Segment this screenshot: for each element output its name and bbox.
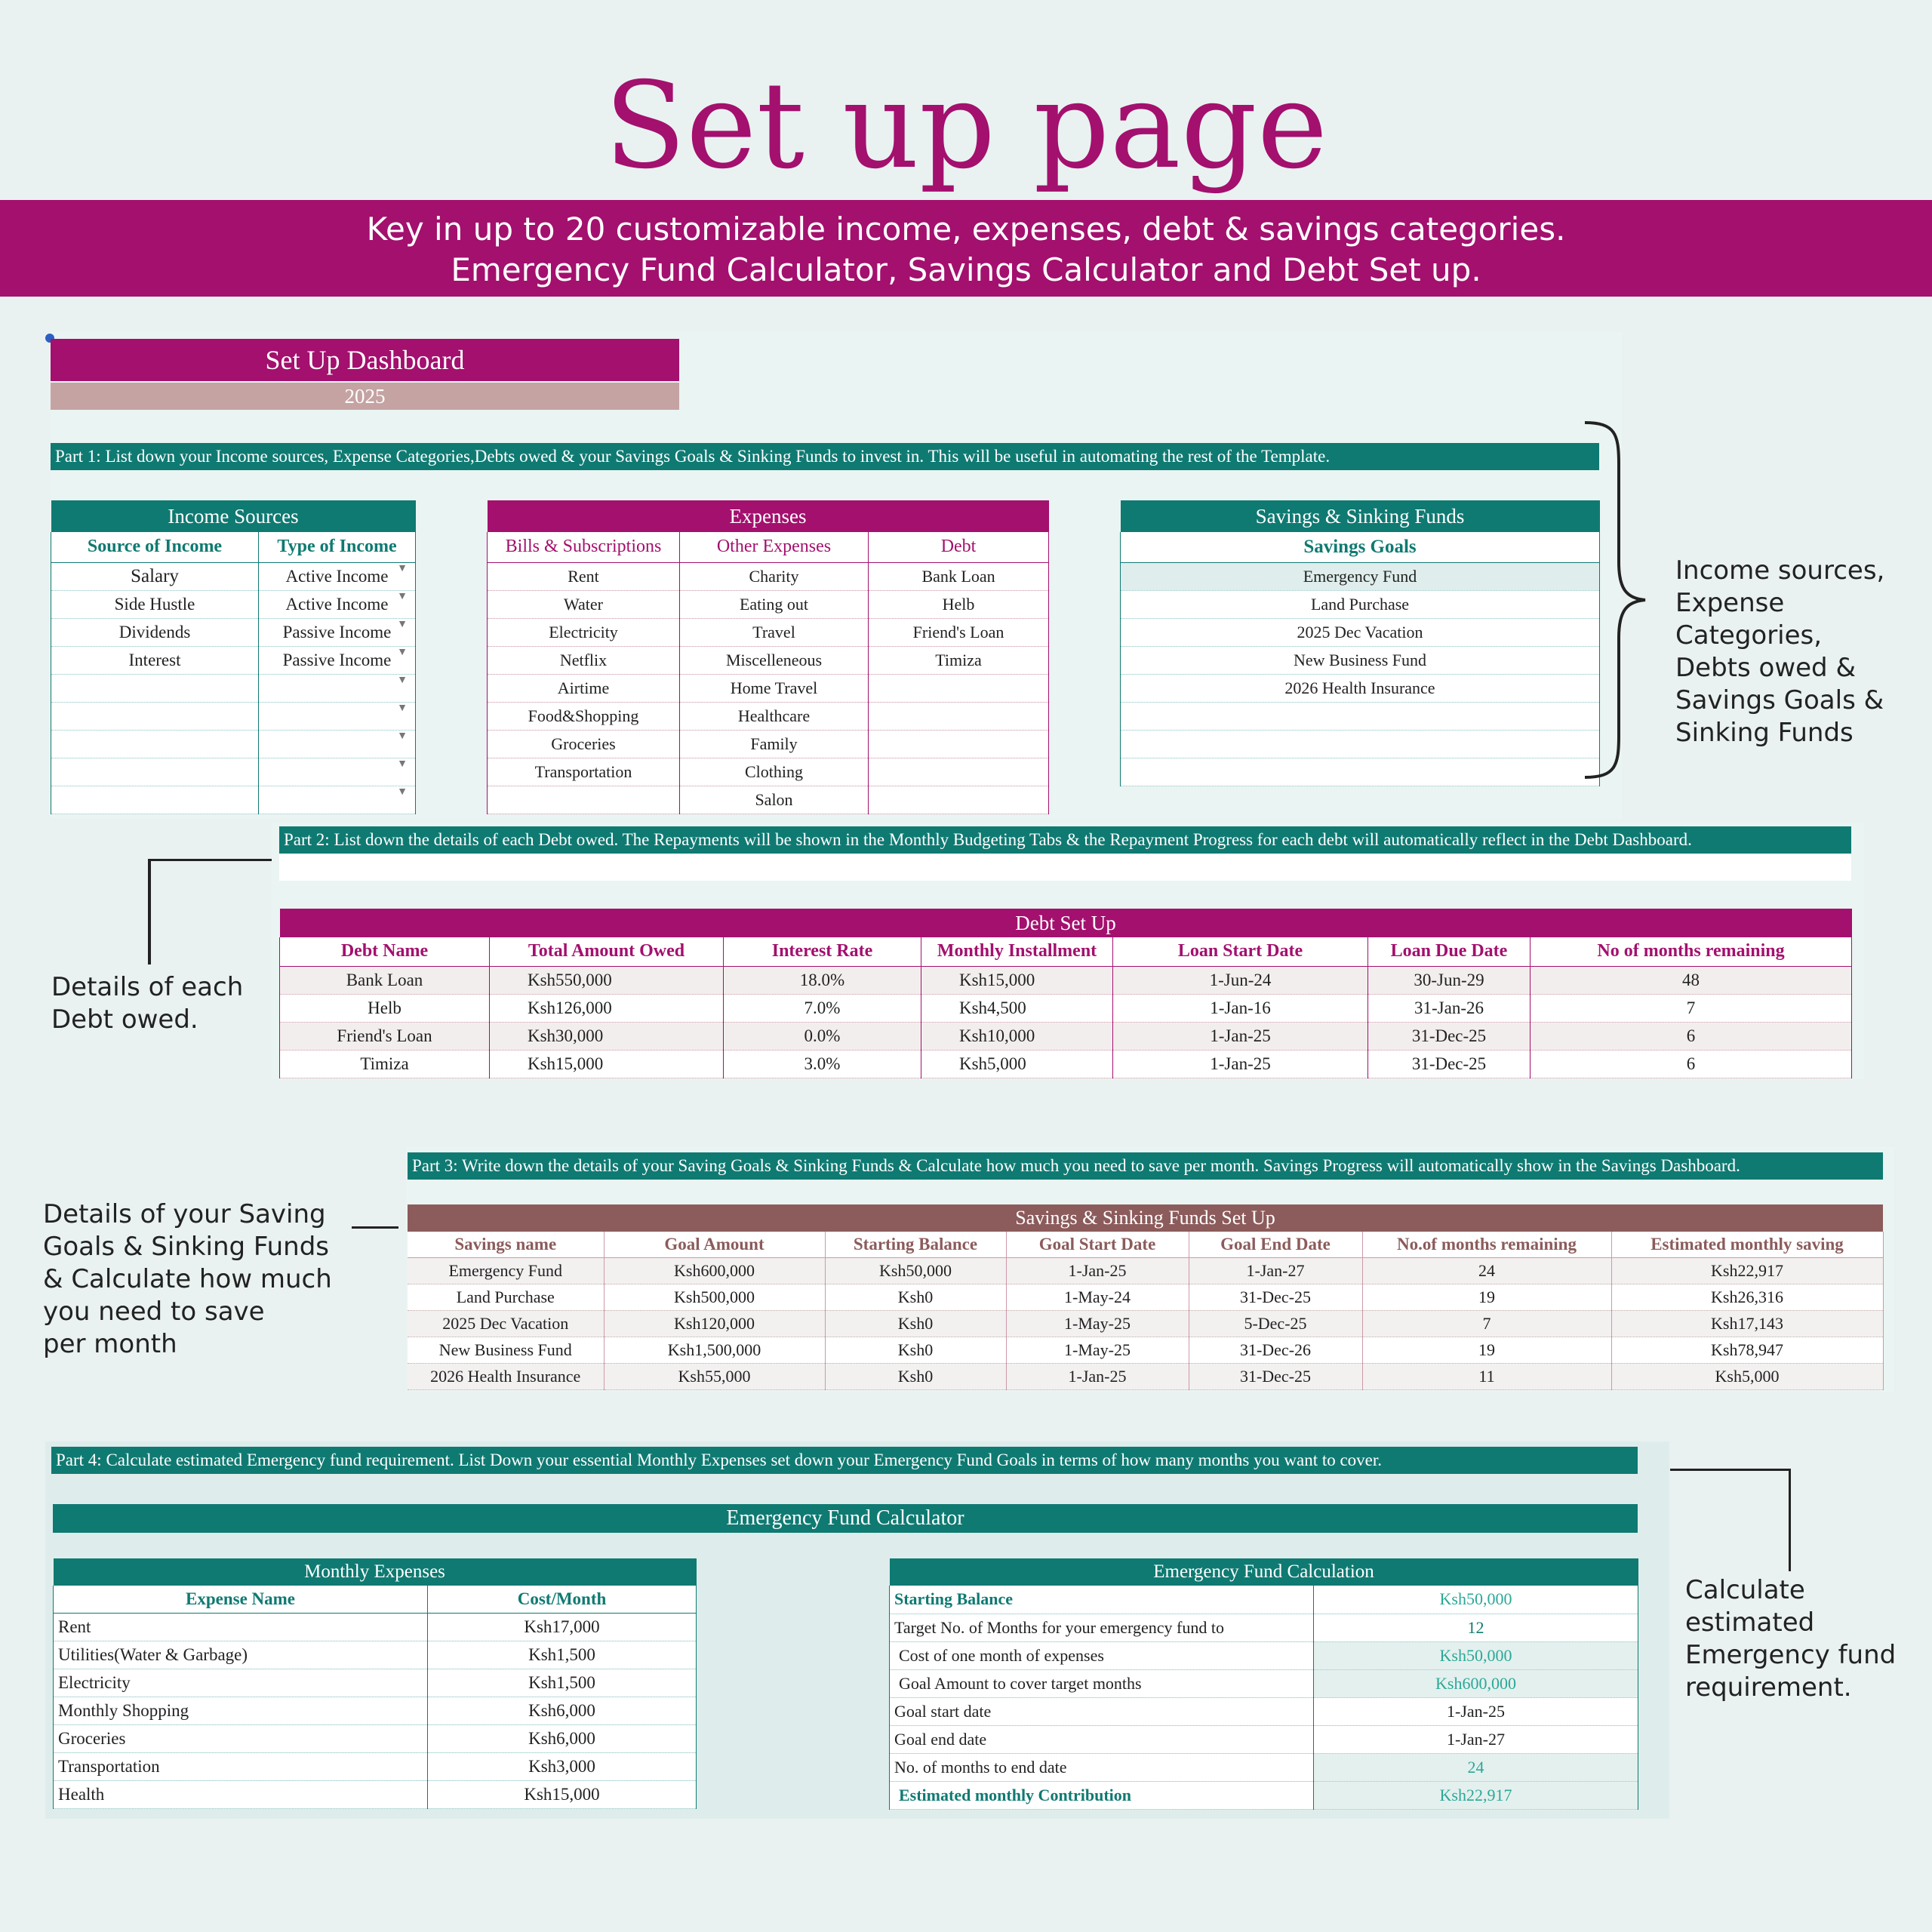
debt-cell[interactable]: 0.0% (724, 1022, 921, 1050)
expenses-row (488, 702, 1049, 730)
debt-header-cell: Total Amount Owed (490, 937, 724, 966)
savings-cell[interactable]: Ksh0 (825, 1284, 1006, 1310)
income-row (51, 758, 416, 786)
debt-setup-title: Debt Set Up (280, 909, 1852, 937)
expenses-col-debt: Debt (869, 532, 1049, 562)
debt-cell[interactable]: 1-Jun-24 (1113, 966, 1368, 994)
expenses-title: Expenses (488, 500, 1049, 532)
dropdown-arrow-icon[interactable]: ▼ (397, 562, 408, 574)
income-type-value: Active Income (285, 566, 389, 586)
savings-cell[interactable]: 1-Jan-25 (1006, 1257, 1189, 1284)
note2-line: Debt owed. (51, 1004, 198, 1035)
ef-calc-row (890, 1697, 1638, 1725)
debt-setup-table (279, 909, 1852, 1078)
monthly-expense-row (54, 1724, 697, 1752)
income-type-value: Active Income (285, 594, 389, 614)
savings-cell[interactable]: Ksh55,000 (604, 1363, 825, 1389)
ef-calc-row (890, 1641, 1638, 1669)
ef-calc-value[interactable]: 1-Jan-27 (1314, 1725, 1638, 1753)
expense-debt-cell[interactable]: Helb (869, 590, 1049, 618)
monthly-col-cost: Cost/Month (428, 1586, 697, 1613)
dropdown-arrow-icon[interactable]: ▼ (397, 590, 408, 602)
savings-setup-table (408, 1204, 1884, 1390)
income-row (51, 646, 416, 674)
ef-calc-value[interactable]: Ksh600,000 (1314, 1669, 1638, 1697)
income-type-dropdown[interactable] (259, 590, 416, 618)
savings-goal-cell[interactable]: 2025 Dec Vacation (1121, 618, 1600, 646)
savings-cell[interactable]: 1-May-25 (1006, 1310, 1189, 1337)
dropdown-arrow-icon[interactable]: ▼ (397, 730, 408, 742)
income-source-cell[interactable] (51, 758, 259, 786)
dashboard-title: Set Up Dashboard (51, 339, 679, 381)
monthly-expense-cost[interactable]: Ksh6,000 (428, 1724, 697, 1752)
monthly-expense-cost[interactable]: Ksh6,000 (428, 1697, 697, 1724)
savings-list-table (1120, 500, 1600, 786)
note4-line: estimated (1685, 1607, 1815, 1638)
note3-line: Goals & Sinking Funds (43, 1232, 330, 1262)
income-row (51, 590, 416, 618)
income-col-type: Type of Income (259, 532, 416, 562)
savings-row (408, 1363, 1883, 1389)
savings-row (408, 1337, 1883, 1363)
ef-calc-value[interactable]: 1-Jan-25 (1314, 1697, 1638, 1725)
debt-header-cell: Loan Due Date (1368, 937, 1531, 966)
expense-other-cell[interactable]: Eating out (680, 590, 869, 618)
savings-cell[interactable]: 31-Dec-25 (1189, 1363, 1362, 1389)
expenses-row (488, 674, 1049, 702)
ef-calc-row (890, 1586, 1638, 1614)
debt-cell[interactable]: Bank Loan (280, 966, 490, 994)
monthly-expense-name[interactable]: Rent (54, 1613, 428, 1641)
note1-line: Sinking Funds (1675, 718, 1854, 748)
income-row (51, 786, 416, 814)
monthly-expense-cost[interactable]: Ksh1,500 (428, 1641, 697, 1669)
expense-debt-cell[interactable] (869, 674, 1049, 702)
expense-bills-cell[interactable] (488, 786, 680, 814)
banner-line-1: Key in up to 20 customizable income, expenses, debt & savings categories. (366, 211, 1566, 248)
savings-list-sub: Savings Goals (1121, 532, 1600, 562)
expenses-col-bills: Bills & Subscriptions (488, 532, 680, 562)
connector-line (1789, 1469, 1791, 1571)
monthly-expense-cost[interactable]: Ksh17,000 (428, 1613, 697, 1641)
income-title: Income Sources (51, 500, 416, 532)
part2-instruction: Part 2: List down the details of each Debt owed. The Repayments will be shown in the Monthly Budgeting Tabs & the Repayment Progress for each debt will automatically reflect in the Debt Dashboard. (279, 826, 1851, 854)
expense-bills-cell[interactable]: Groceries (488, 730, 680, 758)
expenses-col-other: Other Expenses (680, 532, 869, 562)
dashboard-year: 2025 (51, 383, 679, 410)
note-part3 (43, 1198, 360, 1361)
income-type-dropdown[interactable] (259, 786, 416, 814)
monthly-expense-name[interactable]: Monthly Shopping (54, 1697, 428, 1724)
debt-cell[interactable]: 1-Jan-25 (1113, 1022, 1368, 1050)
expense-other-cell[interactable]: Home Travel (680, 674, 869, 702)
savings-setup-title: Savings & Sinking Funds Set Up (408, 1204, 1883, 1232)
expense-other-cell[interactable]: Clothing (680, 758, 869, 786)
expense-other-cell[interactable]: Miscelleneous (680, 646, 869, 674)
debt-cell[interactable]: Ksh550,000 (490, 966, 724, 994)
debt-row (280, 966, 1852, 994)
note-part1 (1675, 555, 1932, 749)
expense-other-cell[interactable]: Healthcare (680, 702, 869, 730)
expense-debt-cell[interactable]: Friend's Loan (869, 618, 1049, 646)
expenses-row (488, 730, 1049, 758)
dropdown-arrow-icon[interactable]: ▼ (397, 618, 408, 630)
part4-instruction: Part 4: Calculate estimated Emergency fund requirement. List Down your essential Monthly Expenses set down your Emergency Fund Goals in terms of how many months you want to cover. (51, 1447, 1638, 1474)
savings-cell[interactable]: Ksh1,500,000 (604, 1337, 825, 1363)
income-source-cell[interactable]: Dividends (51, 618, 259, 646)
savings-header-cell: Goal Start Date (1006, 1232, 1189, 1257)
part1-instruction: Part 1: List down your Income sources, Expense Categories,Debts owed & your Savings Goals & Sinking Funds to invest in. This will be useful in automating the rest of the Template. (51, 443, 1599, 470)
ef-calc-label: No. of months to end date (890, 1753, 1314, 1781)
debt-cell[interactable]: Ksh30,000 (490, 1022, 724, 1050)
expense-other-cell[interactable]: Salon (680, 786, 869, 814)
savings-cell[interactable]: Ksh120,000 (604, 1310, 825, 1337)
savings-cell[interactable]: Ksh0 (825, 1337, 1006, 1363)
expense-other-cell[interactable]: Charity (680, 562, 869, 590)
savings-cell[interactable]: 5-Dec-25 (1189, 1310, 1362, 1337)
debt-cell[interactable]: 1-Jan-25 (1113, 1050, 1368, 1078)
expense-bills-cell[interactable]: Water (488, 590, 680, 618)
savings-header-cell: Estimated monthly saving (1611, 1232, 1883, 1257)
expense-debt-cell[interactable] (869, 758, 1049, 786)
income-row (51, 674, 416, 702)
income-type-dropdown[interactable] (259, 758, 416, 786)
ef-calc-label: Goal start date (890, 1697, 1314, 1725)
savings-row (408, 1257, 1883, 1284)
page-title: Set up page (604, 57, 1328, 195)
savings-goal-cell[interactable]: Emergency Fund (1121, 562, 1600, 590)
debt-cell[interactable]: 7.0% (724, 994, 921, 1022)
connector-line (148, 859, 272, 861)
note3-line: Details of your Saving (43, 1199, 326, 1229)
expense-bills-cell[interactable]: Food&Shopping (488, 702, 680, 730)
dropdown-arrow-icon[interactable]: ▼ (397, 646, 408, 658)
debt-cell[interactable]: 3.0% (724, 1050, 921, 1078)
savings-cell[interactable]: Ksh17,143 (1611, 1310, 1883, 1337)
dropdown-arrow-icon[interactable]: ▼ (397, 786, 408, 798)
income-source-cell[interactable] (51, 730, 259, 758)
brace-icon (1581, 419, 1649, 781)
monthly-expense-row (54, 1669, 697, 1697)
income-type-dropdown[interactable] (259, 618, 416, 646)
expenses-row (488, 562, 1049, 590)
monthly-expense-row (54, 1752, 697, 1780)
monthly-expense-row (54, 1780, 697, 1808)
ef-calc-value[interactable]: Ksh50,000 (1314, 1586, 1638, 1614)
savings-header-cell: Starting Balance (825, 1232, 1006, 1257)
income-source-cell[interactable]: Salary (51, 562, 259, 590)
expenses-row (488, 786, 1049, 814)
dropdown-arrow-icon[interactable]: ▼ (397, 674, 408, 686)
debt-cell[interactable]: 7 (1531, 994, 1852, 1022)
expense-debt-cell[interactable]: Timiza (869, 646, 1049, 674)
expenses-row (488, 646, 1049, 674)
debt-cell[interactable]: 1-Jan-16 (1113, 994, 1368, 1022)
debt-row (280, 994, 1852, 1022)
expense-debt-cell[interactable] (869, 702, 1049, 730)
monthly-expense-row (54, 1613, 697, 1641)
debt-header-cell: Interest Rate (724, 937, 921, 966)
expense-bills-cell[interactable]: Rent (488, 562, 680, 590)
ef-calculator-title: Emergency Fund Calculator (53, 1504, 1638, 1533)
income-source-cell[interactable] (51, 702, 259, 730)
savings-cell[interactable]: Ksh5,000 (1611, 1363, 1883, 1389)
connector-line (1670, 1469, 1791, 1471)
debt-header-cell: Monthly Installment (921, 937, 1113, 966)
savings-cell[interactable]: Ksh78,947 (1611, 1337, 1883, 1363)
income-row (51, 618, 416, 646)
savings-list-row (1121, 702, 1600, 730)
savings-cell[interactable]: 1-May-24 (1006, 1284, 1189, 1310)
monthly-expense-row (54, 1697, 697, 1724)
debt-cell[interactable]: 18.0% (724, 966, 921, 994)
debt-cell[interactable]: Ksh15,000 (921, 966, 1113, 994)
savings-cell[interactable]: 19 (1362, 1337, 1611, 1363)
debt-header-cell: Debt Name (280, 937, 490, 966)
debt-cell[interactable]: Ksh5,000 (921, 1050, 1113, 1078)
debt-cell[interactable]: 31-Dec-25 (1368, 1022, 1531, 1050)
savings-cell[interactable]: 1-May-25 (1006, 1337, 1189, 1363)
note3-line: you need to save (43, 1297, 265, 1327)
income-type-value: Passive Income (282, 622, 392, 641)
connector-line (148, 859, 151, 964)
savings-cell[interactable]: 2026 Health Insurance (408, 1363, 604, 1389)
note1-line: Expense Categories, (1675, 588, 1823, 651)
expense-debt-cell[interactable] (869, 730, 1049, 758)
note3-line: per month (43, 1329, 177, 1359)
ef-calc-row (890, 1669, 1638, 1697)
expense-bills-cell[interactable]: Transportation (488, 758, 680, 786)
note1-line: Debts owed & (1675, 653, 1856, 683)
debt-cell[interactable]: 31-Dec-25 (1368, 1050, 1531, 1078)
savings-list-row (1121, 590, 1600, 618)
debt-cell[interactable]: Ksh10,000 (921, 1022, 1113, 1050)
income-source-cell[interactable]: Side Hustle (51, 590, 259, 618)
ef-calculation-title: Emergency Fund Calculation (890, 1558, 1638, 1586)
debt-cell[interactable]: Ksh126,000 (490, 994, 724, 1022)
income-type-dropdown[interactable] (259, 674, 416, 702)
monthly-expense-name[interactable]: Transportation (54, 1752, 428, 1780)
savings-cell[interactable]: 31-Dec-25 (1189, 1284, 1362, 1310)
ef-calc-value[interactable]: 24 (1314, 1753, 1638, 1781)
debt-cell[interactable]: 48 (1531, 966, 1852, 994)
debt-cell[interactable]: Ksh15,000 (490, 1050, 724, 1078)
savings-list-row (1121, 618, 1600, 646)
note3-line: & Calculate how much (43, 1264, 332, 1294)
ef-calc-value[interactable]: Ksh22,917 (1314, 1781, 1638, 1809)
part2-blank-row (279, 854, 1851, 881)
savings-list-title: Savings & Sinking Funds (1121, 500, 1600, 532)
income-type-dropdown[interactable] (259, 646, 416, 674)
monthly-expense-name[interactable]: Utilities(Water & Garbage) (54, 1641, 428, 1669)
savings-header-cell: No.of months remaining (1362, 1232, 1611, 1257)
ef-calc-row (890, 1781, 1638, 1809)
debt-cell[interactable]: 30-Jun-29 (1368, 966, 1531, 994)
savings-cell[interactable]: Ksh50,000 (825, 1257, 1006, 1284)
savings-goal-cell[interactable] (1121, 730, 1600, 758)
debt-cell[interactable]: Timiza (280, 1050, 490, 1078)
income-source-cell[interactable] (51, 786, 259, 814)
debt-header-cell: Loan Start Date (1113, 937, 1368, 966)
savings-cell[interactable]: 7 (1362, 1310, 1611, 1337)
note1-line: Savings Goals & (1675, 685, 1884, 715)
income-type-value: Passive Income (282, 650, 392, 669)
note-part4 (1685, 1574, 1927, 1704)
savings-header-cell: Savings name (408, 1232, 604, 1257)
monthly-expense-name[interactable]: Groceries (54, 1724, 428, 1752)
savings-cell[interactable]: 24 (1362, 1257, 1611, 1284)
debt-cell[interactable]: Ksh4,500 (921, 994, 1113, 1022)
income-row (51, 730, 416, 758)
savings-list-row (1121, 646, 1600, 674)
debt-cell[interactable]: Friend's Loan (280, 1022, 490, 1050)
income-source-cell[interactable] (51, 674, 259, 702)
monthly-expenses-table (53, 1558, 697, 1809)
monthly-expenses-title: Monthly Expenses (54, 1558, 697, 1586)
monthly-expense-cost[interactable]: Ksh1,500 (428, 1669, 697, 1697)
income-source-cell[interactable]: Interest (51, 646, 259, 674)
income-sources-table (51, 500, 416, 814)
debt-cell[interactable]: 6 (1531, 1050, 1852, 1078)
expenses-row (488, 758, 1049, 786)
ef-calculation-table (889, 1558, 1638, 1810)
income-col-source: Source of Income (51, 532, 259, 562)
note4-line: Emergency fund (1685, 1640, 1897, 1670)
savings-goal-cell[interactable] (1121, 758, 1600, 786)
savings-header-cell: Goal End Date (1189, 1232, 1362, 1257)
debt-cell[interactable]: 6 (1531, 1022, 1852, 1050)
savings-header-cell: Goal Amount (604, 1232, 825, 1257)
expense-other-cell[interactable]: Travel (680, 618, 869, 646)
monthly-expense-cost[interactable]: Ksh15,000 (428, 1780, 697, 1808)
debt-header-cell: No of months remaining (1531, 937, 1852, 966)
income-type-dropdown[interactable] (259, 702, 416, 730)
savings-list-row (1121, 758, 1600, 786)
savings-cell[interactable]: 2025 Dec Vacation (408, 1310, 604, 1337)
savings-list-row (1121, 730, 1600, 758)
savings-goal-cell[interactable]: 2026 Health Insurance (1121, 674, 1600, 702)
debt-row (280, 1050, 1852, 1078)
expenses-row (488, 618, 1049, 646)
expense-other-cell[interactable]: Family (680, 730, 869, 758)
savings-cell[interactable]: 1-Jan-25 (1006, 1363, 1189, 1389)
intro-banner (0, 200, 1932, 297)
savings-goal-cell[interactable]: Land Purchase (1121, 590, 1600, 618)
ef-calc-row (890, 1614, 1638, 1641)
savings-cell[interactable]: Ksh22,917 (1611, 1257, 1883, 1284)
savings-cell[interactable]: 1-Jan-27 (1189, 1257, 1362, 1284)
savings-cell[interactable]: Ksh0 (825, 1363, 1006, 1389)
income-type-dropdown[interactable] (259, 730, 416, 758)
note2-line: Details of each (51, 972, 244, 1002)
banner-line-2: Emergency Fund Calculator, Savings Calculator and Debt Set up. (451, 251, 1481, 288)
note4-line: Calculate (1685, 1575, 1805, 1605)
savings-cell[interactable]: 19 (1362, 1284, 1611, 1310)
monthly-col-name: Expense Name (54, 1586, 428, 1613)
savings-cell[interactable]: Emergency Fund (408, 1257, 604, 1284)
ef-calc-label: Cost of one month of expenses (890, 1641, 1314, 1669)
expense-bills-cell[interactable]: Airtime (488, 674, 680, 702)
ef-calc-label: Estimated monthly Contribution (890, 1781, 1314, 1809)
expense-debt-cell[interactable] (869, 786, 1049, 814)
savings-cell[interactable]: 31-Dec-26 (1189, 1337, 1362, 1363)
savings-cell[interactable]: Ksh0 (825, 1310, 1006, 1337)
ef-calc-row (890, 1753, 1638, 1781)
dropdown-arrow-icon[interactable]: ▼ (397, 702, 408, 714)
note1-line: Income sources, (1675, 555, 1885, 586)
expense-bills-cell[interactable]: Netflix (488, 646, 680, 674)
monthly-expense-name[interactable]: Electricity (54, 1669, 428, 1697)
expense-bills-cell[interactable]: Electricity (488, 618, 680, 646)
part3-instruction: Part 3: Write down the details of your Saving Goals & Sinking Funds & Calculate how much you need to save per month. Savings Progress will automatically show in the Savings Dashboard. (408, 1152, 1883, 1180)
monthly-expense-cost[interactable]: Ksh3,000 (428, 1752, 697, 1780)
income-row (51, 702, 416, 730)
savings-row (408, 1284, 1883, 1310)
ef-calc-label: Starting Balance (890, 1586, 1314, 1614)
savings-goal-cell[interactable]: New Business Fund (1121, 646, 1600, 674)
ef-calc-row (890, 1725, 1638, 1753)
savings-cell[interactable]: Ksh500,000 (604, 1284, 825, 1310)
ef-calc-label: Target No. of Months for your emergency fund to (890, 1614, 1314, 1641)
monthly-expense-name[interactable]: Health (54, 1780, 428, 1808)
ef-calc-value[interactable]: 12 (1314, 1614, 1638, 1641)
expenses-row (488, 590, 1049, 618)
dropdown-arrow-icon[interactable]: ▼ (397, 758, 408, 770)
note-part2 (51, 971, 278, 1036)
income-row (51, 562, 416, 590)
savings-list-row (1121, 674, 1600, 702)
expenses-table (487, 500, 1049, 814)
savings-list-row (1121, 562, 1600, 590)
expense-debt-cell[interactable]: Bank Loan (869, 562, 1049, 590)
savings-cell[interactable]: Ksh600,000 (604, 1257, 825, 1284)
income-type-dropdown[interactable] (259, 562, 416, 590)
debt-row (280, 1022, 1852, 1050)
debt-cell[interactable]: 31-Jan-26 (1368, 994, 1531, 1022)
savings-goal-cell[interactable] (1121, 702, 1600, 730)
monthly-expense-row (54, 1641, 697, 1669)
ef-calc-value[interactable]: Ksh50,000 (1314, 1641, 1638, 1669)
ef-calc-label: Goal end date (890, 1725, 1314, 1753)
savings-cell[interactable]: New Business Fund (408, 1337, 604, 1363)
debt-cell[interactable]: Helb (280, 994, 490, 1022)
note4-line: requirement. (1685, 1672, 1852, 1703)
savings-cell[interactable]: 11 (1362, 1363, 1611, 1389)
savings-row (408, 1310, 1883, 1337)
ef-calc-label: Goal Amount to cover target months (890, 1669, 1314, 1697)
savings-cell[interactable]: Ksh26,316 (1611, 1284, 1883, 1310)
savings-cell[interactable]: Land Purchase (408, 1284, 604, 1310)
